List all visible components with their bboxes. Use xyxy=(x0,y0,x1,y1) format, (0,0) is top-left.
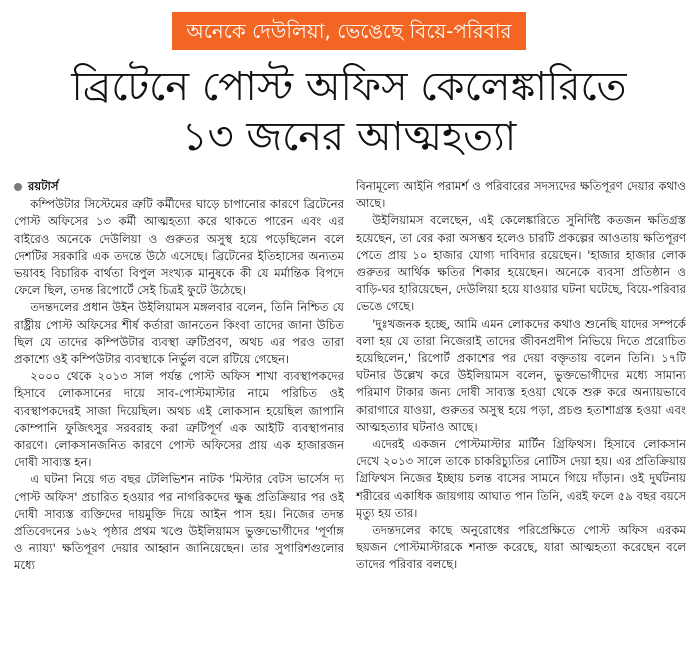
paragraph: বিনামূল্যে আইনি পরামর্শ ও পরিবারের সদস্যদের ক্ষতিপূরণ দেয়ার কথাও আছে। xyxy=(356,179,686,211)
paragraph: ২০০০ থেকে ২০১৩ সাল পর্যন্ত পোস্ট অফিস শাখা ব্যবস্থাপকদের হিসাবে লোকসানের দায়ে সাব-পোস্টমাস্টার নামে পরিচিত ওই ব্যবস্থাপকদেরই সাজা দিয়েছিল। অথচ এই লোকসান হয়েছিল জাপানি কোম্পানি ফুজিৎসুর সরবরাহ করা ত্রুটিপূর্ণ এক আইটি ব্যবস্থাপনার কারণে। লোকসানজনিত কারণে পোস্ট অফিসের প্রায় এক হাজারজন দোষী সাব্যস্ত হন। xyxy=(14,369,344,470)
headline xyxy=(0,62,698,162)
byline-source: রয়টার্স xyxy=(28,179,59,193)
paragraph: উইলিয়ামস বলেছেন, এই কেলেঙ্কারিতে সুনির্দিষ্ট কতজন ক্ষতিগ্রস্ত হয়েছেন, তা বের করা অসম্ভব হলেও চারটি প্রকল্পের আওতায় ক্ষতিপূরণ পেতে প্রায় ১০ হাজার যোগ্য দাবিদার রয়েছেন। 'হাজার হাজার লোক গুরুতর আর্থিক ক্ষতির শিকার হয়েছেন। অনেকে ব্যবসা প্রতিষ্ঠান ও বাড়ি-ঘর হারিয়েছেন, দেউলিয়া হয়ে যাওয়ার ঘটনা ঘটেছে, বিয়ে-পরিবার ভেঙে গেছে। xyxy=(356,213,686,314)
byline xyxy=(14,178,344,195)
paragraph: কম্পিউটার সিস্টেমের ত্রুটি কর্মীদের ঘাড়ে চাপানোর কারণে ব্রিটেনের পোস্ট অফিসের ১৩ কর্মী আত্মহত্যা করে থাকতে পারেন এবং এর বাইরেও অনেকে দেউলিয়া ও গুরুতর অসুস্থ হয়ে পড়েছিলেন বলে দেশটির সরকারি এক তদন্তে উঠে এসেছে। ব্রিটেনের ইতিহাসের অন্যতম ভয়াবহ বিচারিক বার্থতা বিপুল সংখ্যক মানুষকে কী যে মর্মান্তিক বিপদে ফেলে ছিল, তদন্ত রিপোর্টে সেই চিত্রই ফুটে উঠেছে। xyxy=(14,197,344,298)
bullet-icon xyxy=(14,183,22,191)
kicker-banner: অনেকে দেউলিয়া, ভেঙেছে বিয়ে-পরিবার xyxy=(172,12,525,50)
paragraph: তদন্তদলের কাছে অনুরোধের পরিপ্রেক্ষিতে পোস্ট অফিস এরকম ছয়জন পোস্টমাস্টারকে শনাক্ত করেছে, যারা আত্মহত্যা করেছেন বলে তাদের পরিবার বলছে। xyxy=(356,523,686,572)
kicker-wrapper xyxy=(0,12,698,50)
paragraph: এদেরই একজন পোস্টমাস্টার মার্টিন গ্রিফিথস। হিসাবে লোকসান দেখে ২০১৩ সালে তাকে চাকরিচ্যুতির নোটিস দেয়া হয়। এর প্রতিক্রিয়ায় গ্রিফিথস নিজের ইচ্ছায় চলন্ত বাসের সামনে গিয়ে দাঁড়ান। ওই দুর্ঘটনায় শরীরের একাধিক জায়গায় আঘাত পান তিনি, এরই ফলে ৫৯ বছর বয়সে মৃত্যু হয় তার। xyxy=(356,437,686,520)
headline-line-2: ১৩ জনের আত্মহত্যা xyxy=(181,114,517,160)
article-body xyxy=(14,178,686,638)
paragraph: তদন্তদলের প্রধান উইন উইলিয়ামস মঙ্গলবার বলেন, তিনি নিশ্চিত যে রাষ্ট্রীয় পোস্ট অফিসের শীর্ষ কর্তারা জানতেন কিংবা তাদের জানা উচিত ছিল যে তাদের কম্পিউটার ব্যবস্থা ত্রুটিপ্রবণ, অথচ এর পরও তারা প্রকাশ্যে ওই কম্পিউটার ব্যবস্থাকে নির্ভুল বলে রটিয়ে গেছেন। xyxy=(14,300,344,367)
article-column-left xyxy=(14,178,344,638)
headline-line-1: ব্রিটেনে পোস্ট অফিস কেলেঙ্কারিতে xyxy=(71,64,627,110)
paragraph: 'দুঃখজনক হচ্ছে, আমি এমন লোকদের কথাও শুনেছি যাদের সম্পর্কে বলা হয় যে তারা নিজেরাই তাদের জীবনপ্রদীপ নিভিয়ে দিতে প্ররোচিত হয়েছিলেন,' রিপোর্ট প্রকাশের পর দেয়া বক্তৃতায় বলেন তিনি। ১৭টি ঘটনার উল্লেখ করে উইলিয়ামস বলেন, ভুক্তভোগীদের মধ্যে সামান্য পরিমাণ টাকার জন্য দোষী সাব্যস্ত হওয়া থেকে শুরু করে অন্যায়ভাবে কারাগারে যাওয়া, গুরুতর অসুস্থ হয়ে পড়া, প্রচণ্ড হতাশাগ্রস্ত হওয়া এবং আত্মহত্যার ঘটনাও আছে। xyxy=(356,316,686,434)
article-column-right xyxy=(356,178,686,638)
paragraph: এ ঘটনা নিয়ে গত বছর টেলিভিশন নাটক 'মিস্টার বেটস ভার্সেস দ্য পোস্ট অফিস' প্রচারিত হওয়ার পর নাগরিকদের ক্ষুব্ধ প্রতিক্রিয়ার পর ওই দোষী সাব্যস্ত ব্যক্তিদের দায়মুক্তি দিয়ে আইন পাস হয়। নিজের তদন্ত প্রতিবেদনের ১৬২ পৃষ্ঠার প্রথম খণ্ডে উইলিয়ামস ভুক্তভোগীদের 'পূর্ণাঙ্গ ও ন্যায্য' ক্ষতিপূরণ দেয়ার আহ্বান জানিয়েছেন। তার সুপারিশগুলোর মধ্যে xyxy=(14,472,344,573)
